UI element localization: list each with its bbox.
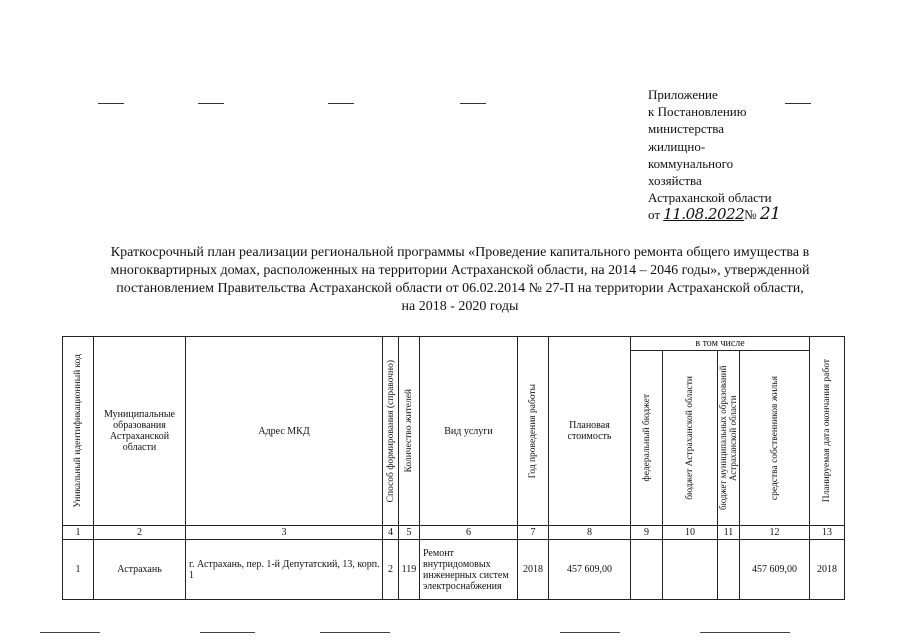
table-row [63,540,845,600]
title-line: постановлением Правительства Астраханской области от 06.02.2014 № 27-П на территории Астраханской области, [116,281,804,296]
column-number: 6 [420,526,518,540]
title-line: Краткосрочный план реализации региональной программы «Проведение капитального ремонта общего имущества в [110,245,810,260]
header-including [631,337,810,351]
header-owners-funds-text: средства собственников жилья [769,375,780,501]
header-end-date-text: Планируемая дата окончания работ [822,359,833,503]
cell-municipality: Астрахань [94,540,186,600]
header-planned-cost [549,337,631,526]
appendix-line: коммунального [648,155,734,171]
appendix-line: жилищно- [648,138,706,154]
header-planned-cost-text: Плановая стоимость [567,420,612,442]
header-federal-budget [631,351,663,526]
column-number: 1 [63,526,94,540]
scan-mark [200,632,255,633]
header-including-text: в том числе [695,338,745,349]
header-municipal-budget-text: бюджет муниципальных образований Астраханской области [718,365,738,511]
cell-municipal [718,540,740,600]
cell-formation-method: 2 [383,540,399,600]
header-municipality [94,337,186,526]
cell-residents: 119 [399,540,420,600]
appendix-line: министерства [648,121,725,137]
scan-mark [460,103,486,104]
column-number: 4 [383,526,399,540]
scan-mark [560,632,620,633]
cell-year: 2018 [518,540,549,600]
cell-planned-cost: 457 609,00 [549,540,631,600]
cell-owners: 457 609,00 [740,540,810,600]
column-number: 5 [399,526,420,540]
handwritten-number: 21 [759,204,781,225]
appendix-block [648,86,848,224]
title-line: на 2018 - 2020 годы [401,299,519,314]
header-regional-budget [663,351,718,526]
scan-mark [320,632,390,633]
header-regional-budget-text: бюджет Астраханской области [685,376,695,500]
column-number: 12 [740,526,810,540]
appendix-line: хозяйства [648,173,702,189]
header-residents-text: Количество жителей [404,389,414,473]
column-number: 2 [94,526,186,540]
column-number: 10 [663,526,718,540]
cell-end-date: 2018 [810,540,845,600]
column-number-row [63,526,845,540]
appendix-line: Приложение [648,87,718,102]
header-end-date [810,337,845,526]
header-service [420,337,518,526]
handwritten-date: 11.08.2022 [663,205,745,224]
appendix-line: к Постановлению [648,104,747,120]
column-number: 7 [518,526,549,540]
appendix-line: Астраханской области [648,190,772,206]
cell-id: 1 [63,540,94,600]
cell-federal [631,540,663,600]
column-number: 8 [549,526,631,540]
cell-address: г. Астрахань, пер. 1-й Депутатский, 13, корп. 1 [186,540,383,600]
scan-mark [40,632,100,633]
column-number: 3 [186,526,383,540]
number-sign: № [744,207,757,223]
header-address [186,337,383,526]
cell-service: Ремонт внутридомовых инженерных систем электроснабжения [420,540,518,600]
plan-table [62,336,845,600]
document-title [60,244,860,316]
header-work-year [518,337,549,526]
column-number: 13 [810,526,845,540]
header-id-code-text: Уникальный идентификационный код [73,354,83,508]
header-id-code [63,337,94,526]
header-work-year-text: Год проведения работы [528,383,538,479]
header-residents [399,337,420,526]
header-row-top [63,337,845,351]
title-line: многоквартирных домах, расположенных на территории Астраханской области, на 2014 – 2046 годы», утвержденной [110,263,810,278]
header-municipality-text: Муниципальные образования Астраханской области [104,409,175,453]
from-prefix: от [648,207,661,223]
header-address-text: Адрес МКД [258,425,310,437]
header-service-text: Вид услуги [444,425,493,437]
appendix-date-line [648,206,848,223]
scan-mark [328,103,354,104]
cell-regional [663,540,718,600]
column-number: 11 [718,526,740,540]
column-number: 9 [631,526,663,540]
header-municipal-budget [718,351,740,526]
scan-mark [700,632,790,633]
header-formation-method-text: Способ формирования (справочно) [385,359,396,503]
scan-mark [198,103,224,104]
header-formation-method [383,337,399,526]
header-owners-funds [740,351,810,526]
scan-mark [98,103,124,104]
header-federal-budget-text: федеральный бюджет [641,394,652,482]
